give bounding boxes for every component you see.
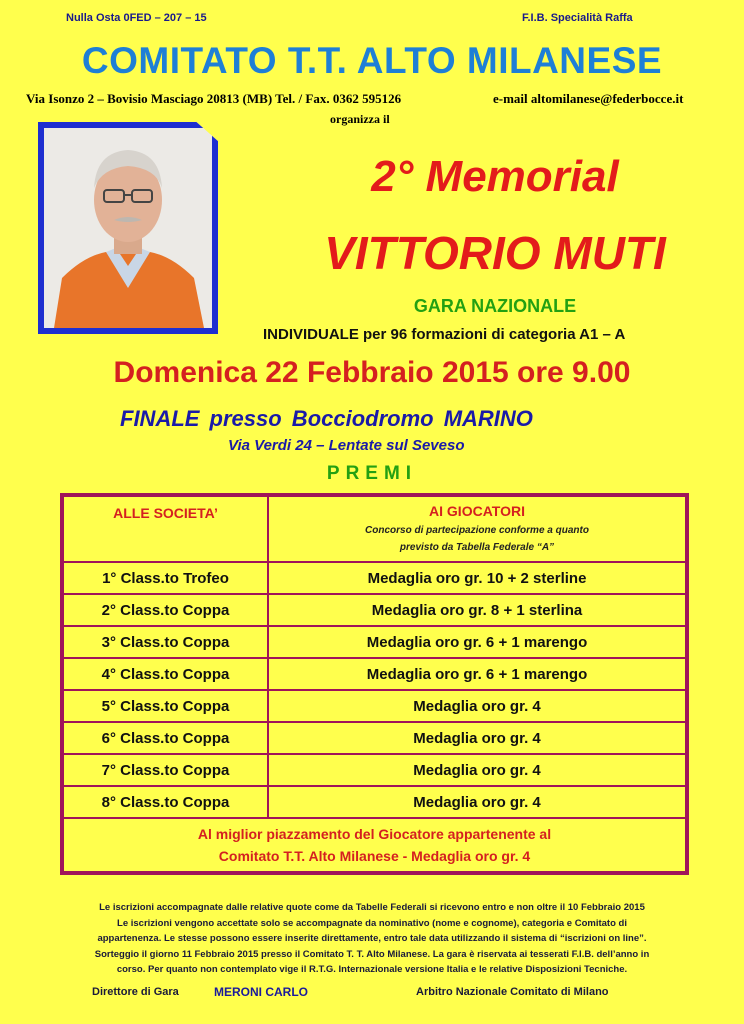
premi-heading: PREMI — [326, 463, 418, 484]
table-row — [63, 690, 686, 722]
player-prize: Medaglia oro gr. 4 — [268, 786, 686, 818]
player-prize: Medaglia oro gr. 10 + 2 sterline — [268, 562, 686, 594]
gara-nazionale: GARA NAZIONALE — [413, 296, 577, 316]
organizza-text: organizza il — [330, 112, 390, 126]
committee-title: COMITATO T.T. ALTO MILANESE — [81, 40, 663, 81]
player-prize: Medaglia oro gr. 4 — [268, 754, 686, 786]
event-date: Domenica 22 Febbraio 2015 ore 9.00 — [113, 356, 631, 389]
arbitro-text: Arbitro Nazionale Comitato di Milano — [416, 986, 609, 998]
society-prize: 3° Class.to Coppa — [63, 626, 268, 658]
finale-venue: FINALE presso Bocciodromo MARINO — [120, 406, 533, 431]
portrait-image — [44, 128, 212, 328]
table-row — [63, 786, 686, 818]
table-row — [63, 594, 686, 626]
table-footer-row — [63, 818, 686, 872]
header-giocatori — [268, 496, 686, 562]
table-row — [63, 562, 686, 594]
society-prize: 5° Class.to Coppa — [63, 690, 268, 722]
table-row — [63, 722, 686, 754]
note-line: corso. Per quanto non contemplato vige il R.T.G. Internazionale versione Italia e le relative Disposizioni Tecniche. — [116, 964, 628, 975]
prize-table-header — [63, 496, 686, 562]
committee-address: Via Isonzo 2 – Bovisio Masciago 20813 (MB) Tel. / Fax. 0362 595126 — [26, 91, 402, 106]
portrait-photo — [38, 122, 218, 334]
header-giocatori-note-2: previsto da Tabella Federale “A” — [399, 542, 555, 553]
note-line: appartenenza. Le stesse possono essere inserite direttamente, entro tale data utilizzando il sistema di “iscrizioni on line”. — [97, 933, 647, 944]
note-line: Le iscrizioni accompagnate dalle relative quote come da Tabelle Federali si ricevono entro e non oltre il 10 Febbraio 2015 — [99, 902, 645, 913]
society-prize: 4° Class.to Coppa — [63, 658, 268, 690]
table-row — [63, 658, 686, 690]
header-societa — [63, 496, 268, 562]
memorial-name: VITTORIO MUTI — [324, 227, 666, 279]
player-prize: Medaglia oro gr. 6 + 1 marengo — [268, 626, 686, 658]
header-giocatori-label: AI GIOCATORI — [429, 503, 525, 519]
prize-table — [60, 493, 689, 875]
special-prize-line-2: Comitato T.T. Alto Milanese - Medaglia oro gr. 4 — [218, 848, 531, 864]
note-line: Le iscrizioni vengono accettate solo se accompagnate da nominativo (nome e cognome), categoria e Comitato di — [117, 917, 627, 929]
committee-email: e-mail altomilanese@federbocce.it — [493, 91, 684, 106]
player-prize: Medaglia oro gr. 4 — [268, 690, 686, 722]
society-prize: 1° Class.to Trofeo — [63, 562, 268, 594]
society-prize: 7° Class.to Coppa — [63, 754, 268, 786]
special-prize — [63, 818, 686, 872]
director-label: Direttore di Gara — [92, 986, 179, 998]
society-prize: 8° Class.to Coppa — [63, 786, 268, 818]
nulla-osta: Nulla Osta 0FED – 207 – 15 — [66, 12, 207, 24]
note-line: Sorteggio il giorno 11 Febbraio 2015 presso il Comitato T. T. Alto Milanese. La gara è riservata ai tesserati F.I.B. dell’anno in — [94, 948, 650, 960]
player-prize: Medaglia oro gr. 8 + 1 sterlina — [268, 594, 686, 626]
player-prize: Medaglia oro gr. 6 + 1 marengo — [268, 658, 686, 690]
header-societa-label: ALLE SOCIETA’ — [113, 505, 218, 521]
venue-address: Via Verdi 24 – Lentate sul Seveso — [228, 437, 465, 454]
individuale-text: INDIVIDUALE per 96 formazioni di categoria A1 – A — [263, 326, 626, 343]
special-prize-line-1: Al miglior piazzamento del Giocatore appartenente al — [197, 826, 552, 842]
director-name: MERONI CARLO — [214, 985, 308, 999]
memorial-heading: 2° Memorial — [371, 152, 619, 201]
table-row — [63, 754, 686, 786]
player-prize: Medaglia oro gr. 4 — [268, 722, 686, 754]
registration-notes — [22, 900, 722, 978]
society-prize: 2° Class.to Coppa — [63, 594, 268, 626]
society-prize: 6° Class.to Coppa — [63, 722, 268, 754]
header-giocatori-note-1: Concorso di partecipazione conforme a quanto — [365, 525, 589, 536]
table-row — [63, 626, 686, 658]
specialita: F.I.B. Specialità Raffa — [522, 12, 633, 24]
